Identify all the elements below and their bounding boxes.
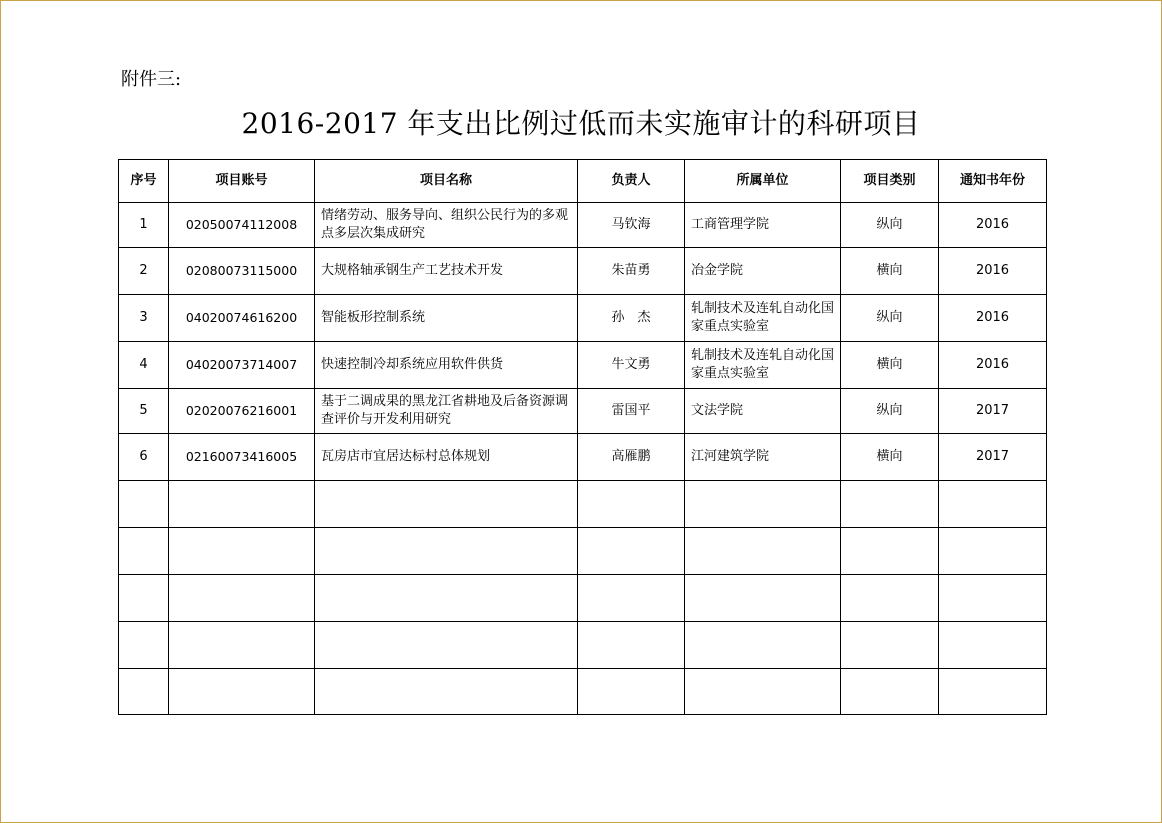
- empty-cell: [685, 481, 841, 528]
- cell-account: 02050074112008: [169, 203, 315, 248]
- table-row: [119, 295, 1047, 342]
- empty-cell: [578, 669, 685, 715]
- cell-category: 横向: [841, 248, 939, 295]
- attachment-label: 附件三:: [121, 69, 182, 90]
- empty-table-row: [119, 622, 1047, 669]
- table-row: [119, 342, 1047, 389]
- empty-cell: [315, 622, 578, 669]
- cell-category: 纵向: [841, 203, 939, 248]
- empty-cell: [119, 528, 169, 575]
- empty-table-row: [119, 528, 1047, 575]
- empty-cell: [578, 528, 685, 575]
- cell-unit: 轧制技术及连轧自动化国家重点实验室: [685, 295, 841, 342]
- cell-category: 纵向: [841, 295, 939, 342]
- cell-name: 智能板形控制系统: [315, 295, 578, 342]
- cell-name: 大规格轴承钢生产工艺技术开发: [315, 248, 578, 295]
- cell-leader: 高雁鹏: [578, 434, 685, 481]
- empty-cell: [315, 481, 578, 528]
- document-title: 2016-2017 年支出比例过低而未实施审计的科研项目: [241, 107, 921, 140]
- cell-name: 基于二调成果的黑龙江省耕地及后备资源调查评价与开发利用研究: [315, 389, 578, 434]
- cell-account: 02020076216001: [169, 389, 315, 434]
- header-leader: 负责人: [578, 160, 685, 203]
- cell-year: 2017: [939, 389, 1047, 434]
- cell-unit: 江河建筑学院: [685, 434, 841, 481]
- cell-account: 02080073115000: [169, 248, 315, 295]
- empty-table-row: [119, 669, 1047, 715]
- empty-cell: [685, 528, 841, 575]
- header-year: 通知书年份: [939, 160, 1047, 203]
- header-category: 项目类别: [841, 160, 939, 203]
- empty-cell: [119, 669, 169, 715]
- cell-unit: 冶金学院: [685, 248, 841, 295]
- cell-year: 2016: [939, 248, 1047, 295]
- cell-leader: 雷国平: [578, 389, 685, 434]
- empty-cell: [939, 669, 1047, 715]
- cell-year: 2016: [939, 203, 1047, 248]
- empty-cell: [578, 575, 685, 622]
- empty-cell: [685, 622, 841, 669]
- empty-cell: [169, 622, 315, 669]
- empty-cell: [939, 575, 1047, 622]
- empty-cell: [169, 575, 315, 622]
- cell-no: 3: [119, 295, 169, 342]
- cell-name: 情绪劳动、服务导向、组织公民行为的多观点多层次集成研究: [315, 203, 578, 248]
- cell-unit: 文法学院: [685, 389, 841, 434]
- cell-no: 5: [119, 389, 169, 434]
- empty-cell: [685, 575, 841, 622]
- cell-year: 2016: [939, 295, 1047, 342]
- empty-table-row: [119, 481, 1047, 528]
- cell-unit: 工商管理学院: [685, 203, 841, 248]
- cell-leader: 马钦海: [578, 203, 685, 248]
- empty-cell: [841, 575, 939, 622]
- cell-no: 4: [119, 342, 169, 389]
- cell-category: 横向: [841, 342, 939, 389]
- cell-account: 04020073714007: [169, 342, 315, 389]
- cell-no: 6: [119, 434, 169, 481]
- table-row: [119, 203, 1047, 248]
- empty-cell: [841, 481, 939, 528]
- header-no: 序号: [119, 160, 169, 203]
- table-header-row: [119, 160, 1047, 203]
- empty-cell: [169, 481, 315, 528]
- cell-leader: 孙 杰: [578, 295, 685, 342]
- cell-no: 1: [119, 203, 169, 248]
- empty-cell: [841, 669, 939, 715]
- header-name: 项目名称: [315, 160, 578, 203]
- empty-table-row: [119, 575, 1047, 622]
- empty-cell: [939, 622, 1047, 669]
- empty-cell: [578, 481, 685, 528]
- empty-cell: [841, 528, 939, 575]
- cell-year: 2017: [939, 434, 1047, 481]
- project-table: [118, 159, 1047, 715]
- header-account: 项目账号: [169, 160, 315, 203]
- cell-category: 横向: [841, 434, 939, 481]
- empty-cell: [119, 622, 169, 669]
- header-unit: 所属单位: [685, 160, 841, 203]
- cell-leader: 朱苗勇: [578, 248, 685, 295]
- empty-cell: [169, 528, 315, 575]
- empty-cell: [315, 575, 578, 622]
- empty-cell: [841, 622, 939, 669]
- cell-category: 纵向: [841, 389, 939, 434]
- cell-name: 快速控制冷却系统应用软件供货: [315, 342, 578, 389]
- empty-cell: [939, 481, 1047, 528]
- cell-no: 2: [119, 248, 169, 295]
- empty-cell: [315, 528, 578, 575]
- empty-cell: [119, 481, 169, 528]
- empty-cell: [119, 575, 169, 622]
- cell-year: 2016: [939, 342, 1047, 389]
- cell-name: 瓦房店市宜居达标村总体规划: [315, 434, 578, 481]
- table-row: [119, 248, 1047, 295]
- cell-account: 02160073416005: [169, 434, 315, 481]
- table-row: [119, 434, 1047, 481]
- empty-cell: [169, 669, 315, 715]
- empty-cell: [315, 669, 578, 715]
- cell-account: 04020074616200: [169, 295, 315, 342]
- empty-cell: [939, 528, 1047, 575]
- empty-cell: [685, 669, 841, 715]
- cell-unit: 轧制技术及连轧自动化国家重点实验室: [685, 342, 841, 389]
- empty-cell: [578, 622, 685, 669]
- table-row: [119, 389, 1047, 434]
- cell-leader: 牛文勇: [578, 342, 685, 389]
